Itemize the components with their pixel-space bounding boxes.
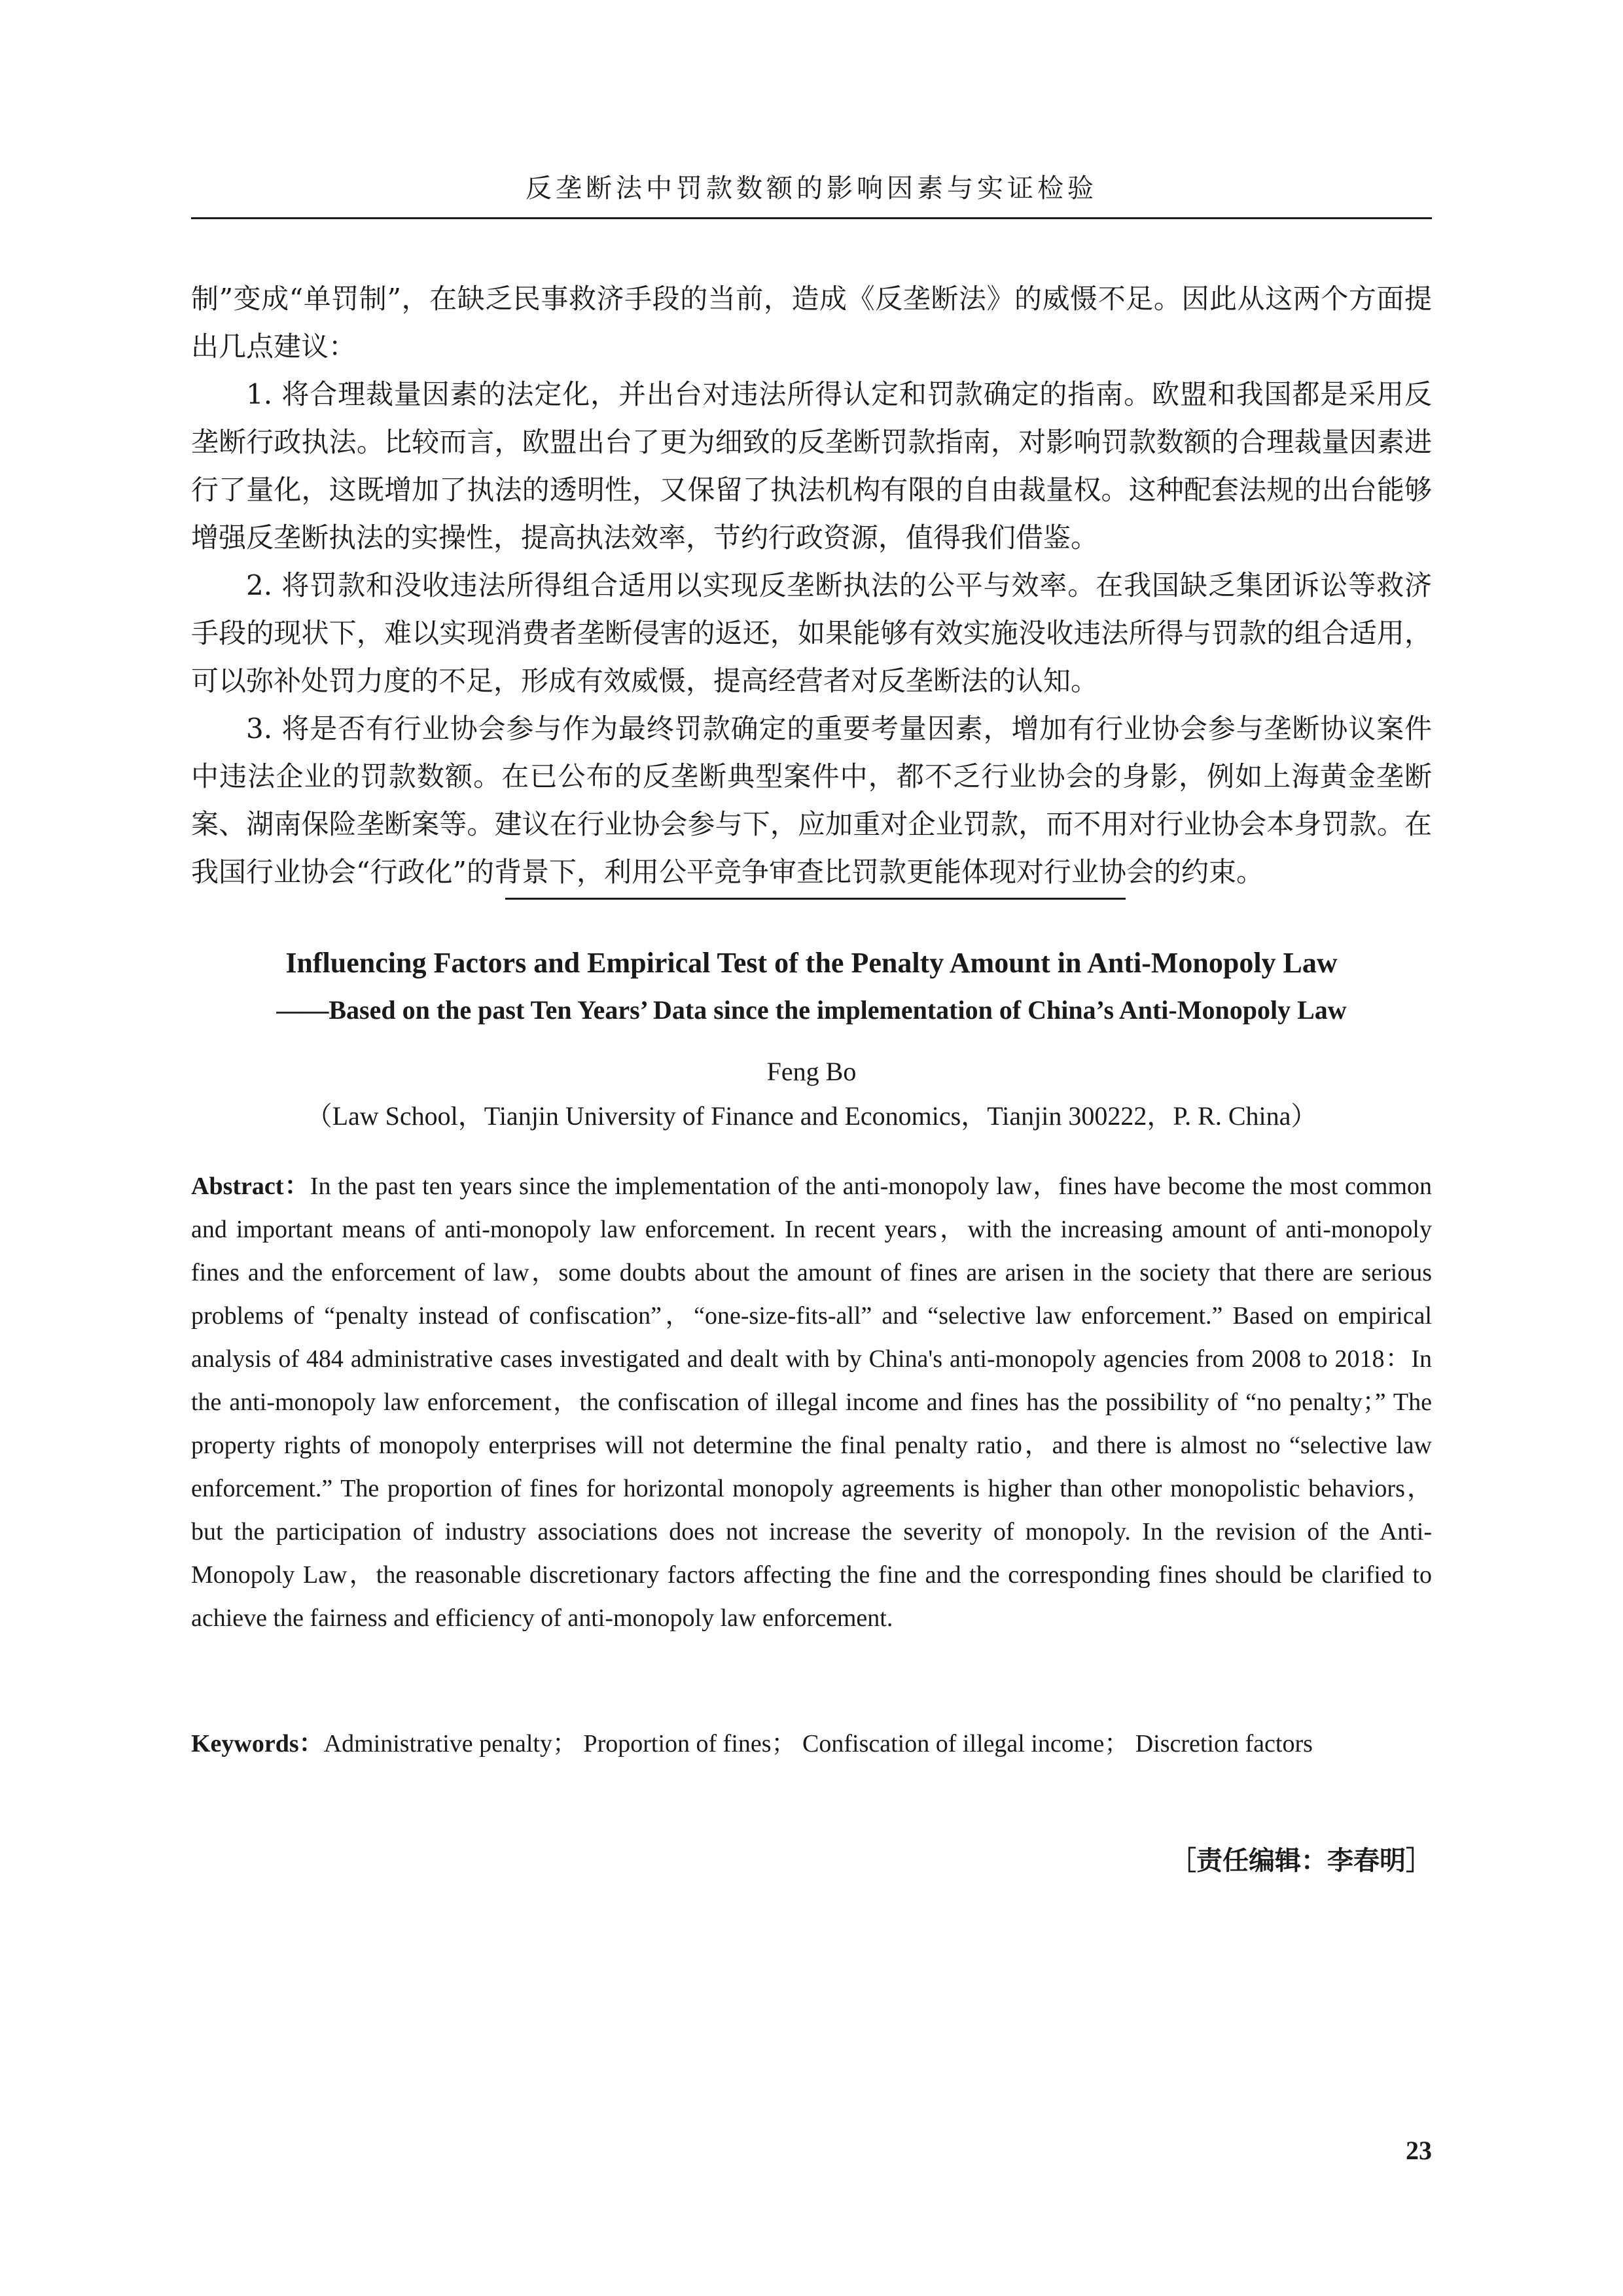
author-name: Feng Bo [766,1057,857,1086]
english-title: Influencing Factors and Empirical Test of the Penalty Amount in Anti-Monopoly Law [285,947,1338,979]
author-affiliation: （Law School，Tianjin University of Finance and Economics，Tianjin 300222，P. R. China） [306,1101,1317,1131]
section-divider [505,898,1126,900]
editor-note: ［责任编辑：李春明］ [1170,1845,1432,1876]
english-subtitle: ——Based on the past Ten Years’ Data since the implementation of China’s Anti-Monopoly Law [276,995,1347,1025]
page-number: 23 [1406,2136,1432,2165]
running-header: 反垄断法中罚款数额的影响因素与实证检验 [526,173,1097,203]
abstract-label: Abstract： [191,1173,310,1200]
keywords-text: Administrative penalty； Proportion of fines； Confiscation of illegal income； Discretion factors [323,1730,1313,1757]
abstract-text: In the past ten years since the implementation of the anti-monopoly law，fines have become the most common and important means of anti-monopoly law enforcement. In recent years，with the increasing amount of anti-monopoly fines and the enforcement of law，some doubts about the amount of fines are arisen in the society that there are serious problems of “penalty instead of confiscation”，“one-size-fits-all” and “selective law enforcement.” Based on empirical analysis of 484 administrative cases investigated and dealt with by China's anti-monopoly agencies from 2008 to 2018：In the anti-monopoly law enforcement，the confiscation of illegal income and fines has the possibility of “no penalty；” The property rights of monopoly enterprises will not determine the final penalty ratio，and there is almost no “selective law enforcement.” The proportion of fines for horizontal monopoly agreements is higher than other monopolistic behaviors，but the participation of industry associations does not increase the severity of monopoly. In the revision of the Anti-Monopoly Law，the reasonable discretionary factors affecting the fine and the corresponding fines should be clarified to achieve the fairness and efficiency of anti-monopoly law enforcement. [191,1173,1433,1632]
keywords [191,1722,1432,1765]
body-paragraph: 制”变成“单罚制”，在缺乏民事救济手段的当前，造成《反垄断法》的威慑不足。因此从这两个方面提出几点建议： [191,283,1432,362]
header-rule [191,217,1432,219]
body-paragraph: 3. 将是否有行业协会参与作为最终罚款确定的重要考量因素，增加有行业协会参与垄断协议案件中违法企业的罚款数额。在已公布的反垄断典型案件中，都不乏行业协会的身影，例如上海黄金垄断案、湖南保险垄断案等。建议在行业协会参与下，应加重对企业罚款，而不用对行业协会本身罚款。在我国行业协会“行政化”的背景下，利用公平竞争审查比罚款更能体现对行业协会的约束。 [191,713,1432,888]
keywords-label: Keywords： [191,1730,324,1757]
abstract [191,1165,1432,1640]
chinese-body [191,275,1432,896]
body-paragraph: 1. 将合理裁量因素的法定化，并出台对违法所得认定和罚款确定的指南。欧盟和我国都是采用反垄断行政执法。比较而言，欧盟出台了更为细致的反垄断罚款指南，对影响罚款数额的合理裁量因素进行了量化，这既增加了执法的透明性，又保留了执法机构有限的自由裁量权。这种配套法规的出台能够增强反垄断执法的实操性，提高执法效率，节约行政资源，值得我们借鉴。 [191,378,1432,554]
body-paragraph: 2. 将罚款和没收违法所得组合适用以实现反垄断执法的公平与效率。在我国缺乏集团诉讼等救济手段的现状下，难以实现消费者垄断侵害的返还，如果能够有效实施没收违法所得与罚款的组合适用，可以弥补处罚力度的不足，形成有效威慑，提高经营者对反垄断法的认知。 [191,569,1432,697]
